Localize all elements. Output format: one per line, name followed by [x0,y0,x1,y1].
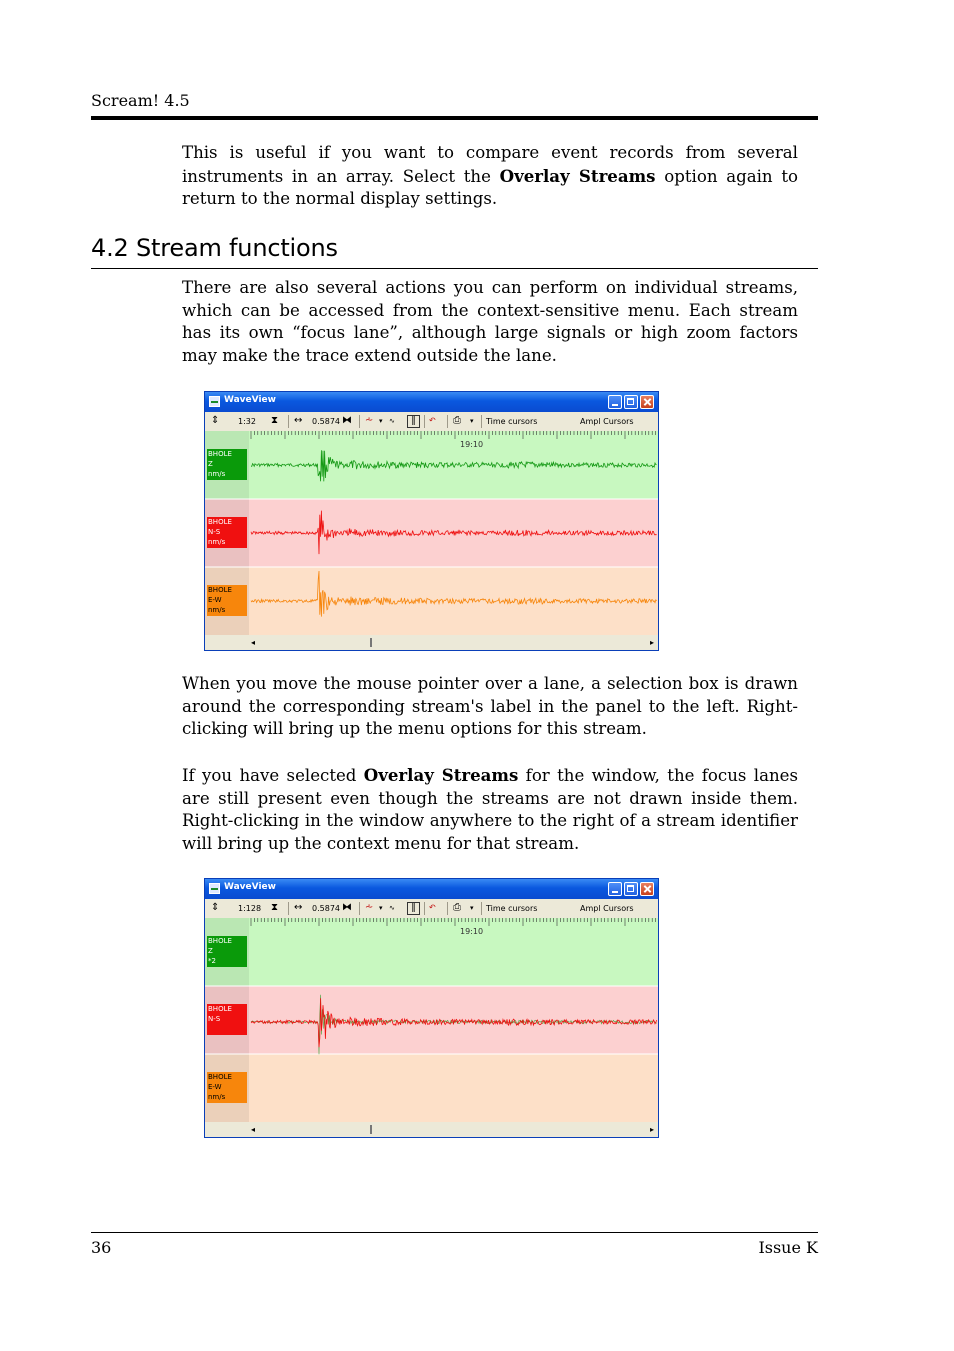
dropdown-icon[interactable]: ▾ [379,904,383,912]
maximize-button[interactable] [624,882,638,896]
p4-text-a: If you have selected [182,766,364,785]
scroll-thumb[interactable] [370,1125,372,1134]
zoom-readout: 1:128 [238,904,262,913]
horizontal-scrollbar[interactable] [205,1123,658,1137]
seismic-trace [251,571,657,617]
compress-icon[interactable]: ⧓ [342,415,352,426]
trace-plot[interactable] [205,431,658,636]
stream-label-line1: BHOLE [208,937,232,945]
title-bar[interactable] [205,879,658,899]
title-bar[interactable] [205,392,658,412]
minimize-button[interactable] [608,395,622,409]
scroll-right-icon[interactable]: ▸ [649,1125,654,1134]
issue-label: Issue K [758,1238,818,1257]
toolbar-separator [447,415,448,428]
zoom-readout: 1:32 [238,417,256,426]
horizontal-arrows-icon[interactable]: ↔ [294,902,303,913]
time-label: 19:10 [460,927,484,936]
filter-icon[interactable]: ⩪ [365,415,374,426]
paragraph-selection-box: When you move the mouse pointer over a lane, a selection box is drawn around the corresponding stream's label in the panel to the left. Right-clicking will bring up the menu options for this stream. [182,674,798,739]
stream-label-line2: E-W [208,1083,222,1091]
stream-label-line3: nm/s [208,538,226,546]
scroll-updown-icon[interactable]: ⇕ [211,415,220,426]
waveview-window[interactable] [204,391,659,651]
rotate-icon[interactable]: ↶ [429,416,436,425]
stream-label-line2: Z [208,460,213,468]
waveview-app-icon [209,883,220,894]
trace-plot[interactable] [205,918,658,1123]
seismic-trace [251,998,657,1047]
vertical-zoom-icon[interactable]: ⧗ [271,415,279,426]
stream-label-line3: nm/s [208,1093,226,1101]
stream-label-line2: N-S [208,528,221,536]
paragraph-overlay-note [182,142,798,211]
ampl-cursors-label[interactable]: Ampl Cursors [580,904,634,913]
waveform-icon[interactable]: ∿ [389,904,395,912]
close-button[interactable] [640,395,654,409]
print-icon[interactable]: ⎙ [453,415,461,426]
p4-bold-term: Overlay Streams [363,765,519,785]
minimize-button[interactable] [608,882,622,896]
horizontal-scrollbar[interactable] [205,636,658,650]
scroll-thumb[interactable] [370,638,372,647]
toolbar [205,412,658,431]
stream-label-line1: BHOLE [208,1073,232,1081]
compress-icon[interactable]: ⧓ [342,902,352,913]
paragraph-overlay-focus [182,764,798,856]
gain-readout: 0.5874 [312,417,340,426]
toolbar-separator [359,415,360,428]
stream-label-line3: *2 [208,957,216,965]
window-title: WaveView [224,395,276,405]
stream-label-line1: BHOLE [208,586,232,594]
p1-text-a: This is useful if you want to compare event records from several instruments in an array. Select the [182,143,798,186]
header-rule [91,116,818,120]
gain-readout: 0.5874 [312,904,340,913]
waveview-window-overlay[interactable] [204,878,659,1138]
scroll-left-icon[interactable]: ◂ [251,1125,256,1134]
scroll-updown-icon[interactable]: ⇕ [211,902,220,913]
stream-label-line2: N-S [208,1015,221,1023]
toolbar-separator [447,902,448,915]
dropdown-icon[interactable]: ▾ [379,417,383,425]
running-header: Scream! 4.5 [91,91,190,110]
toolbar-separator [288,902,289,915]
toolbar [205,899,658,918]
stream-label-line2: E-W [208,596,222,604]
footer-rule [91,1232,818,1233]
dropdown-icon[interactable]: ▾ [470,417,474,425]
overlay-trace [251,995,657,1055]
lanes-area[interactable] [205,431,658,636]
toolbar-separator [424,902,425,915]
paragraph-stream-actions: There are also several actions you can perform on individual streams, which can be accessed from the context-sensitive menu. Each stream has its own “focus lane”, although large signals or high zoom factors may make the trace extend outside the lane. [182,278,798,366]
rotate-icon[interactable]: ↶ [429,903,436,912]
toolbar-separator [359,902,360,915]
scroll-right-icon[interactable]: ▸ [649,638,654,647]
stream-label-line2: Z [208,947,213,955]
stream-label-line1: BHOLE [208,1005,232,1013]
close-button[interactable] [640,882,654,896]
stream-label-line1: BHOLE [208,450,232,458]
window-title: WaveView [224,882,276,892]
pause-icon[interactable]: ‖ [407,902,420,915]
waveform-icon[interactable]: ∿ [389,417,395,425]
waveview-app-icon [209,396,220,407]
dropdown-icon[interactable]: ▾ [470,904,474,912]
maximize-button[interactable] [624,395,638,409]
pause-icon[interactable]: ‖ [407,415,420,428]
lanes-area[interactable] [205,918,658,1123]
seismic-trace [251,450,657,481]
print-icon[interactable]: ⎙ [453,902,461,913]
stream-label-line3: nm/s [208,470,226,478]
time-cursors-label[interactable]: Time cursors [486,417,538,426]
toolbar-separator [481,415,482,428]
p1-bold-term: Overlay Streams [499,165,656,186]
time-cursors-label[interactable]: Time cursors [486,904,538,913]
stream-label-line3: nm/s [208,606,226,614]
section-title: 4.2 Stream functions [91,234,338,262]
p1-text-b: option again to return to the normal display settings. [182,166,798,209]
time-label: 19:10 [460,440,484,449]
toolbar-separator [288,415,289,428]
stream-label-line1: BHOLE [208,518,232,526]
p4-text-b: for the window, the focus lanes are still present even though the streams are not drawn inside them. Right-clicking in the window anywhere to the right of a stream identifier will bring up the context menu for that stream. [182,766,798,854]
horizontal-arrows-icon[interactable]: ↔ [294,415,303,426]
filter-icon[interactable]: ⩪ [365,902,374,913]
ampl-cursors-label[interactable]: Ampl Cursors [580,417,634,426]
toolbar-separator [481,902,482,915]
scroll-left-icon[interactable]: ◂ [251,638,256,647]
page-number: 36 [91,1238,112,1257]
section-rule [91,268,818,269]
toolbar-separator [424,415,425,428]
seismic-trace [251,511,657,554]
vertical-zoom-icon[interactable]: ⧗ [271,902,279,913]
